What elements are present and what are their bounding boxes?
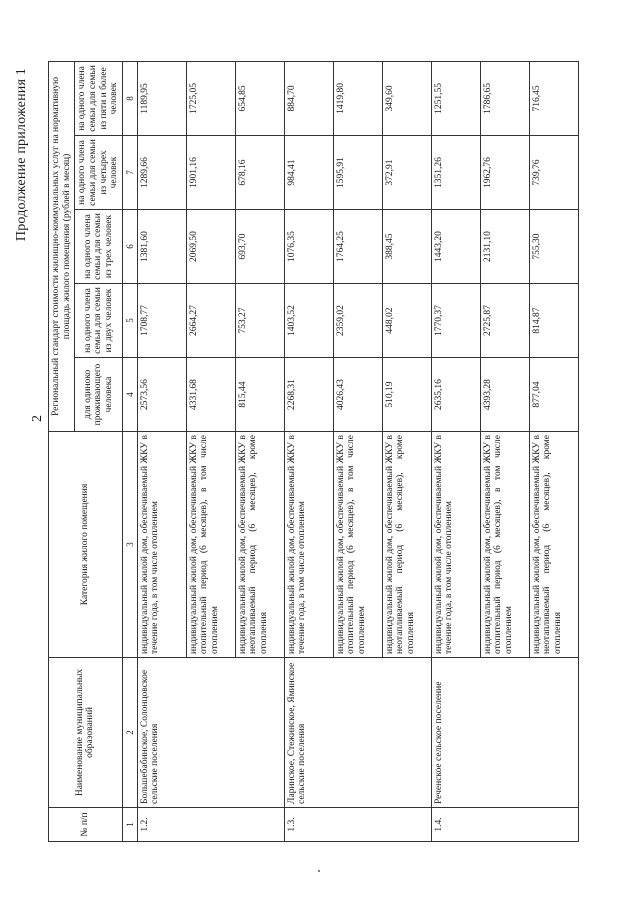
value-cell: 2573,56 — [137, 358, 186, 432]
value-cell: 448,02 — [382, 284, 431, 358]
value-cell: 1595,91 — [333, 136, 382, 210]
value-cell: 1403,52 — [284, 284, 333, 358]
value-cell: 815,44 — [235, 358, 284, 432]
appendix-caption: Продолжение приложения 1 — [14, 68, 29, 242]
table-row — [137, 61, 186, 841]
header-sub-1: для одиноко проживающего человека — [75, 358, 123, 432]
category-cell: индивидуальный жилой дом, обеспечиваемый ЖКУ в течение года, в том числе отоплением — [431, 432, 480, 658]
header-standard: Региональный стандарт стоимости жилищно-коммунальных услуг на нормативную площадь жилого помещения (рублей в месяц) — [49, 61, 75, 431]
municipality-name: Реченское сельское поселение — [431, 658, 578, 808]
value-cell: 753,27 — [235, 284, 284, 358]
col-number: 7 — [122, 136, 137, 210]
table-row — [284, 61, 333, 841]
value-cell: 716,45 — [529, 61, 578, 135]
value-cell: 814,87 — [529, 284, 578, 358]
value-cell: 2664,27 — [186, 284, 235, 358]
value-cell: 755,30 — [529, 210, 578, 284]
value-cell: 1076,35 — [284, 210, 333, 284]
category-cell: индивидуальный жилой дом, обеспечиваемый ЖКУ в отопительный период (6 месяцев), в том числе отоплением — [186, 432, 235, 658]
value-cell: 2359,02 — [333, 284, 382, 358]
value-cell: 4026,43 — [333, 358, 382, 432]
value-cell: 4331,68 — [186, 358, 235, 432]
value-cell: 693,70 — [235, 210, 284, 284]
col-number: 3 — [122, 432, 137, 658]
value-cell: 877,04 — [529, 358, 578, 432]
value-cell: 2725,87 — [480, 284, 529, 358]
value-cell: 1289,66 — [137, 136, 186, 210]
value-cell: 984,41 — [284, 136, 333, 210]
col-number: 1 — [122, 808, 137, 842]
scan-speck — [318, 870, 320, 872]
value-cell: 372,91 — [382, 136, 431, 210]
value-cell: 1962,76 — [480, 136, 529, 210]
tariff-table — [48, 61, 579, 842]
column-number-row — [122, 61, 137, 841]
value-cell: 1901,16 — [186, 136, 235, 210]
header-sub-2: на одного члена семьи для семьи из двух человек — [75, 284, 123, 358]
rotated-content — [12, 62, 612, 842]
category-cell: индивидуальный жилой дом, обеспечиваемый ЖКУ в отопительный период (6 месяцев), в том числе отоплением — [333, 432, 382, 658]
row-index: 1.2. — [137, 808, 284, 842]
col-number: 2 — [122, 658, 137, 808]
value-cell: 2268,31 — [284, 358, 333, 432]
value-cell: 349,60 — [382, 61, 431, 135]
row-index: 1.4. — [431, 808, 578, 842]
value-cell: 1419,80 — [333, 61, 382, 135]
value-cell: 388,45 — [382, 210, 431, 284]
value-cell: 1189,95 — [137, 61, 186, 135]
header-sub-4: на одного члена семьи для семьи из четырех человек — [75, 136, 123, 210]
value-cell: 1725,05 — [186, 61, 235, 135]
value-cell: 1251,55 — [431, 61, 480, 135]
value-cell: 2635,16 — [431, 358, 480, 432]
category-cell: индивидуальный жилой дом, обеспечиваемый ЖКУ в неотапливаемый период (6 месяцев), кроме отопления — [235, 432, 284, 658]
value-cell: 884,70 — [284, 61, 333, 135]
page-number: 2 — [30, 415, 45, 422]
col-number: 8 — [122, 61, 137, 135]
value-cell: 510,19 — [382, 358, 431, 432]
value-cell: 739,76 — [529, 136, 578, 210]
category-cell: индивидуальный жилой дом, обеспечиваемый ЖКУ в течение года, в том числе отоплением — [284, 432, 333, 658]
col-number: 4 — [122, 358, 137, 432]
row-index: 1.3. — [284, 808, 431, 842]
header-no: № п/п — [49, 808, 123, 842]
municipality-name: Ларинское, Стежинское, Яминское сельские поселения — [284, 658, 431, 808]
category-cell: индивидуальный жилой дом, обеспечиваемый ЖКУ в отопительный период (6 месяцев), в том числе отоплением — [480, 432, 529, 658]
header-municipality: Наименование муниципальных образований — [49, 658, 123, 808]
header-sub-3: на одного члена семьи для семьи из трех человек — [75, 210, 123, 284]
municipality-name: Большебабинское, Солонцовское сельские поселения — [137, 658, 284, 808]
value-cell: 1708,77 — [137, 284, 186, 358]
value-cell: 678,16 — [235, 136, 284, 210]
header-row-1 — [49, 61, 75, 841]
header-category: Категория жилого помещения — [49, 432, 123, 658]
value-cell: 1770,37 — [431, 284, 480, 358]
header-sub-5: на одного члена семьи для семьи из пяти и более человек — [75, 61, 123, 135]
value-cell: 2069,50 — [186, 210, 235, 284]
table-row — [431, 61, 480, 841]
value-cell: 1381,60 — [137, 210, 186, 284]
category-cell: индивидуальный жилой дом, обеспечиваемый ЖКУ в течение года, в том числе отоплением — [137, 432, 186, 658]
col-number: 5 — [122, 284, 137, 358]
value-cell: 2131,10 — [480, 210, 529, 284]
col-number: 6 — [122, 210, 137, 284]
value-cell: 1764,25 — [333, 210, 382, 284]
category-cell: индивидуальный жилой дом, обеспечиваемый ЖКУ в неотапливаемый период (6 месяцев), кроме отопления — [529, 432, 578, 658]
value-cell: 1443,20 — [431, 210, 480, 284]
value-cell: 654,85 — [235, 61, 284, 135]
value-cell: 1351,26 — [431, 136, 480, 210]
category-cell: индивидуальный жилой дом, обеспечиваемый ЖКУ в неотапливаемый период (6 месяцев), кроме отопления — [382, 432, 431, 658]
value-cell: 4393,28 — [480, 358, 529, 432]
value-cell: 1786,65 — [480, 61, 529, 135]
